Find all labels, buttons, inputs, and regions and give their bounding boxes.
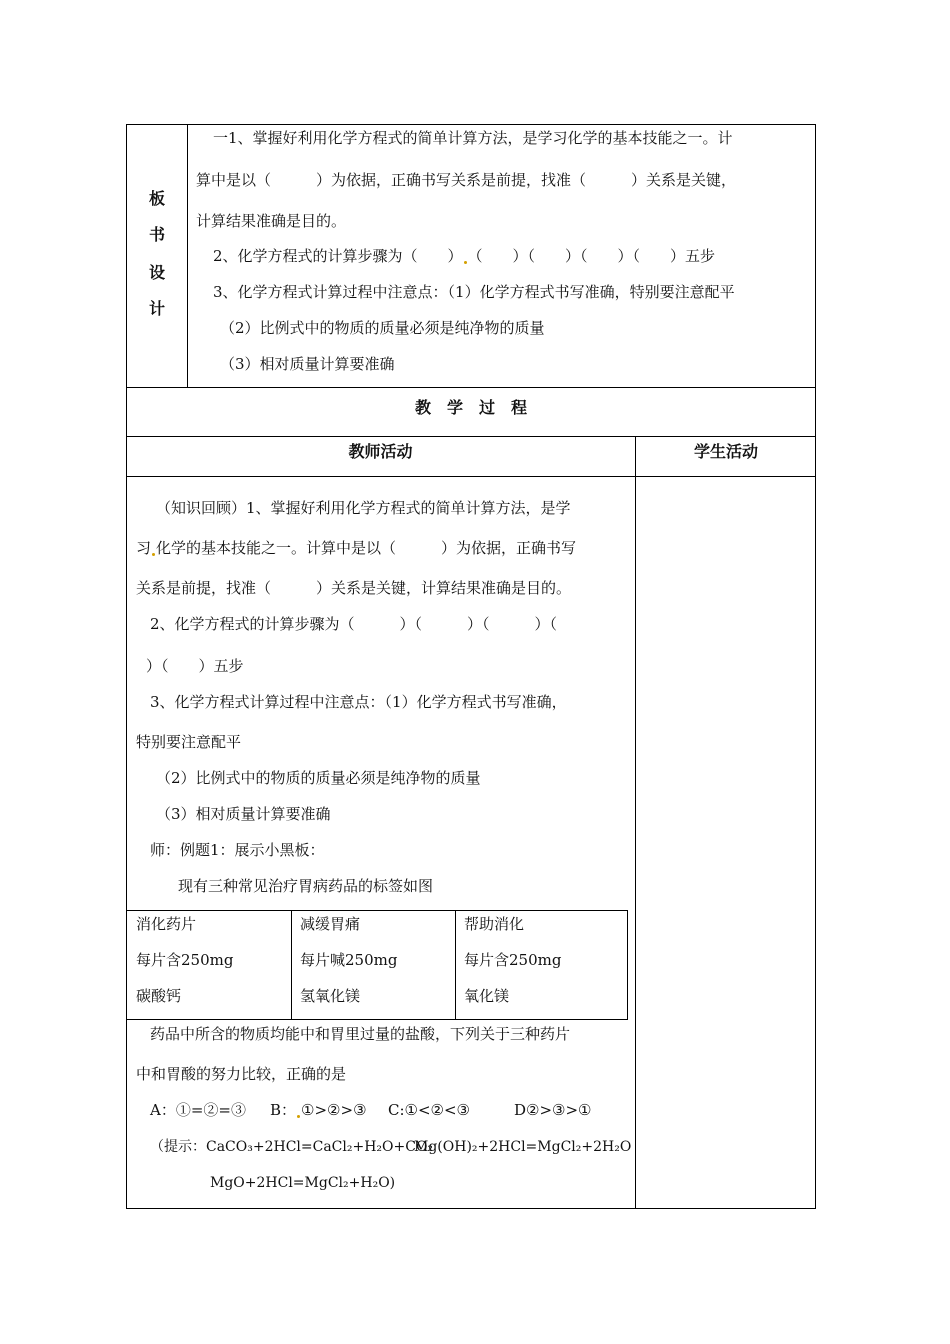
- question-line-1: 药品中所含的物质均能中和胃里过量的盐酸，下列关于三种药片: [150, 1025, 571, 1043]
- process-title-divider: [126, 436, 816, 437]
- header-divider: [126, 476, 816, 477]
- teacher-line-5: ）（ ）五步: [146, 657, 244, 675]
- board-steps-rest: （ ）（ ）（ ）（ ）五步: [467, 247, 716, 265]
- board-line-3: 计算结果准确是目的。: [196, 212, 347, 230]
- teacher-line-7: 特别要注意配平: [136, 733, 242, 751]
- teacher-line-3: 关系是前提，找准（ ）关系是关键，计算结果准确是目的。: [136, 579, 572, 597]
- teacher-activity-header: 教师活动: [348, 442, 413, 461]
- process-title: 教 学 过 程: [414, 398, 527, 417]
- drug-3-name: 帮助消化: [464, 915, 525, 933]
- drug-1-name: 消化药片: [136, 915, 197, 933]
- board-line-7: （3）相对质量计算要准确: [220, 355, 395, 373]
- marker-dot: [152, 553, 155, 556]
- hint-prefix: （提示：: [150, 1139, 206, 1155]
- drug-2-name: 减缓胃痛: [300, 915, 361, 933]
- hint-equation-1: CaCO₃+2HCl=CaCl₂+H₂O+CO₂: [206, 1139, 434, 1155]
- teacher-line-10: 师：例题1：展示小黑板：: [150, 841, 325, 859]
- option-d: D②>③>①: [514, 1101, 592, 1119]
- board-line-4: [213, 246, 715, 266]
- board-label-char-1: 板: [148, 189, 165, 208]
- drug-col-divider-2: [455, 910, 456, 1020]
- board-label-char-4: 计: [148, 299, 165, 318]
- drug-1-substance: 碳酸钙: [136, 987, 182, 1005]
- hint-line-1: [150, 1137, 433, 1157]
- board-line-6: （2）比例式中的物质的质量必须是纯净物的质量: [220, 319, 545, 337]
- drug-3-dose: 每片含250mg: [464, 951, 562, 969]
- teacher-line-1: （知识回顾）1、掌握好利用化学方程式的简单计算方法，是学: [156, 499, 571, 517]
- drug-2-dose: 每片喊250mg: [300, 951, 398, 969]
- teacher-line-8: （2）比例式中的物质的质量必须是纯净物的质量: [156, 769, 481, 787]
- marker-dot: [464, 261, 467, 264]
- option-c: C:①<②<③: [388, 1101, 471, 1119]
- drug-1-dose: 每片含250mg: [136, 951, 234, 969]
- drug-2-substance: 氢氧化镁: [300, 987, 361, 1005]
- drug-col-divider-1: [291, 910, 292, 1020]
- option-b: B： ①>②>③: [270, 1101, 367, 1119]
- hint-equation-3: MgO+2HCl=MgCl₂+H₂O): [210, 1175, 396, 1191]
- board-design-divider: [187, 124, 188, 388]
- option-a: A：①=②=③: [150, 1101, 246, 1119]
- hint-equation-2: Mg(OH)₂+2HCl=MgCl₂+2H₂O: [414, 1139, 632, 1155]
- teacher-line-9: （3）相对质量计算要准确: [156, 805, 331, 823]
- board-line-1: 一1、掌握好利用化学方程式的简单计算方法，是学习化学的基本技能之一。计: [213, 129, 733, 147]
- teacher-line-2: 习 化学的基本技能之一。计算中是以（ ）为依据，正确书写: [136, 539, 577, 557]
- column-divider: [635, 436, 636, 1209]
- teacher-line-6: 3、化学方程式计算过程中注意点：（1）化学方程式书写准确，: [150, 693, 567, 711]
- marker-dot: [297, 1115, 300, 1118]
- teacher-line-11: 现有三种常见治疗胃病药品的标签如图: [178, 877, 434, 895]
- teacher-line-4: 2、化学方程式的计算步骤为（ ）（ ）（ ）（: [150, 615, 558, 633]
- board-line-5: 3、化学方程式计算过程中注意点：（1）化学方程式书写准确，特别要注意配平: [213, 283, 735, 301]
- question-line-2: 中和胃酸的努力比较，正确的是: [136, 1065, 347, 1083]
- drug-3-substance: 氧化镁: [464, 987, 510, 1005]
- student-activity-header: 学生活动: [693, 442, 758, 461]
- board-line-2: 算中是以（ ）为依据，正确书写关系是前提，找准（ ）关系是关键，: [196, 171, 737, 189]
- board-label-char-3: 设: [148, 263, 165, 282]
- board-label-char-2: 书: [148, 225, 165, 244]
- board-steps-start: 2、化学方程式的计算步骤为（ ）: [213, 247, 463, 265]
